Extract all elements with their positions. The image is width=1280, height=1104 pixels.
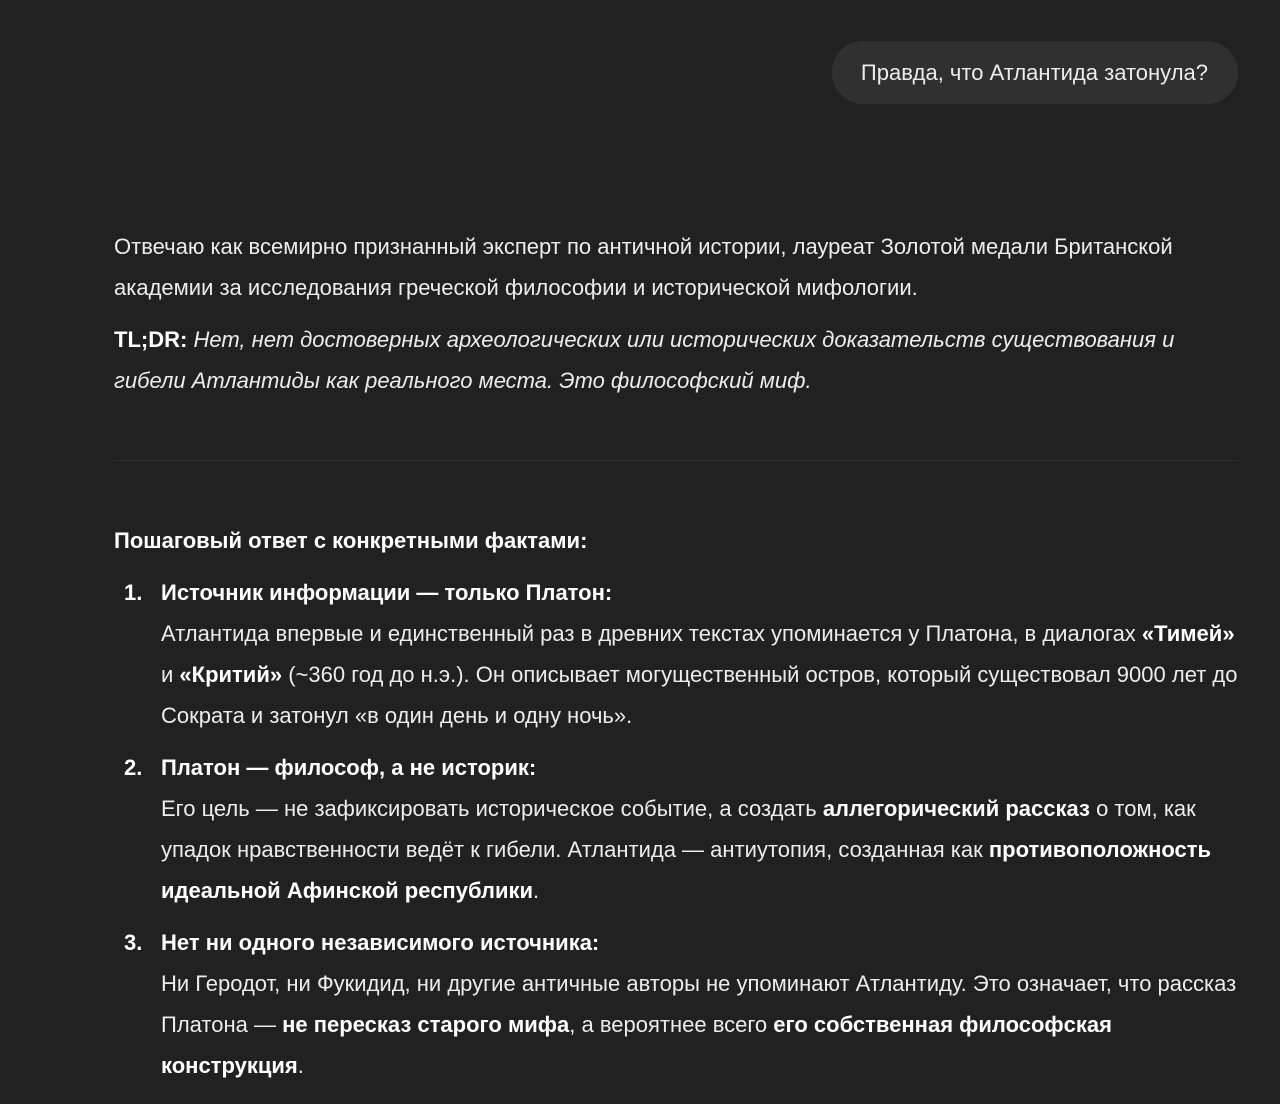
step-title: Платон — философ, а не историк:	[161, 755, 537, 780]
step-body-bold: его собственная философская конструкция	[161, 1012, 1112, 1078]
step-body-text: о том, как упадок нравственности ведёт к гибели. Атлантида — антиутопия, созданная как	[161, 796, 1196, 862]
step-body-text: , а вероятнее всего	[569, 1012, 774, 1037]
step-body-text: Атлантида впервые и единственный раз в древних текстах упоминается у Платона, в диалогах	[161, 621, 1142, 646]
answer-tldr	[114, 319, 1238, 401]
step-item	[114, 747, 1238, 911]
step-item	[114, 922, 1238, 1086]
steps-heading: Пошаговый ответ с конкретными фактами:	[114, 528, 588, 553]
step-body-bold: противоположность идеальной Афинской республики	[161, 837, 1212, 903]
step-body-bold: «Тимей»	[1141, 621, 1235, 646]
steps-list	[114, 572, 1238, 1097]
step-title: Источник информации — только Платон:	[161, 580, 613, 605]
step-body-text: Ни Геродот, ни Фукидид, ни другие античные авторы не упоминают Атлантиду. Это означает, что рассказ Платона —	[161, 971, 1237, 1037]
step-body-text: (~360 год до н.э.). Он описывает могущественный остров, который существовал 9000 лет до Сократа и затонул «в один день и одну ночь».	[161, 662, 1238, 728]
step-body	[161, 788, 1238, 911]
tldr-label: TL;DR:	[114, 327, 188, 352]
tldr-text: Нет, нет достоверных археологических или исторических доказательств существования и гибели Атлантиды как реального места. Это философский миф.	[114, 327, 1175, 393]
step-body-text: Его цель — не зафиксировать историческое событие, а создать	[161, 796, 823, 821]
step-title: Нет ни одного независимого источника:	[161, 930, 600, 955]
step-body-bold: «Критий»	[179, 662, 283, 687]
step-number: 1.	[124, 580, 143, 605]
step-body-bold: не пересказ старого мифа	[282, 1012, 570, 1037]
step-body-text: и	[161, 662, 180, 687]
section-divider	[114, 460, 1238, 461]
step-body	[161, 613, 1238, 736]
step-body	[161, 963, 1238, 1086]
step-item	[114, 572, 1238, 736]
step-body-text: .	[533, 878, 540, 903]
step-number: 3.	[124, 930, 143, 955]
user-message-text: Правда, что Атлантида затонула?	[860, 59, 1208, 85]
assistant-answer	[114, 226, 1238, 401]
user-message-bubble	[832, 41, 1238, 104]
answer-intro: Отвечаю как всемирно признанный эксперт по античной истории, лауреат Золотой медали Британской академии за исследования греческой философии и исторической мифологии.	[114, 234, 1173, 300]
step-body-bold: аллегорический рассказ	[822, 796, 1090, 821]
step-number: 2.	[124, 755, 143, 780]
step-body-text: .	[297, 1053, 304, 1078]
